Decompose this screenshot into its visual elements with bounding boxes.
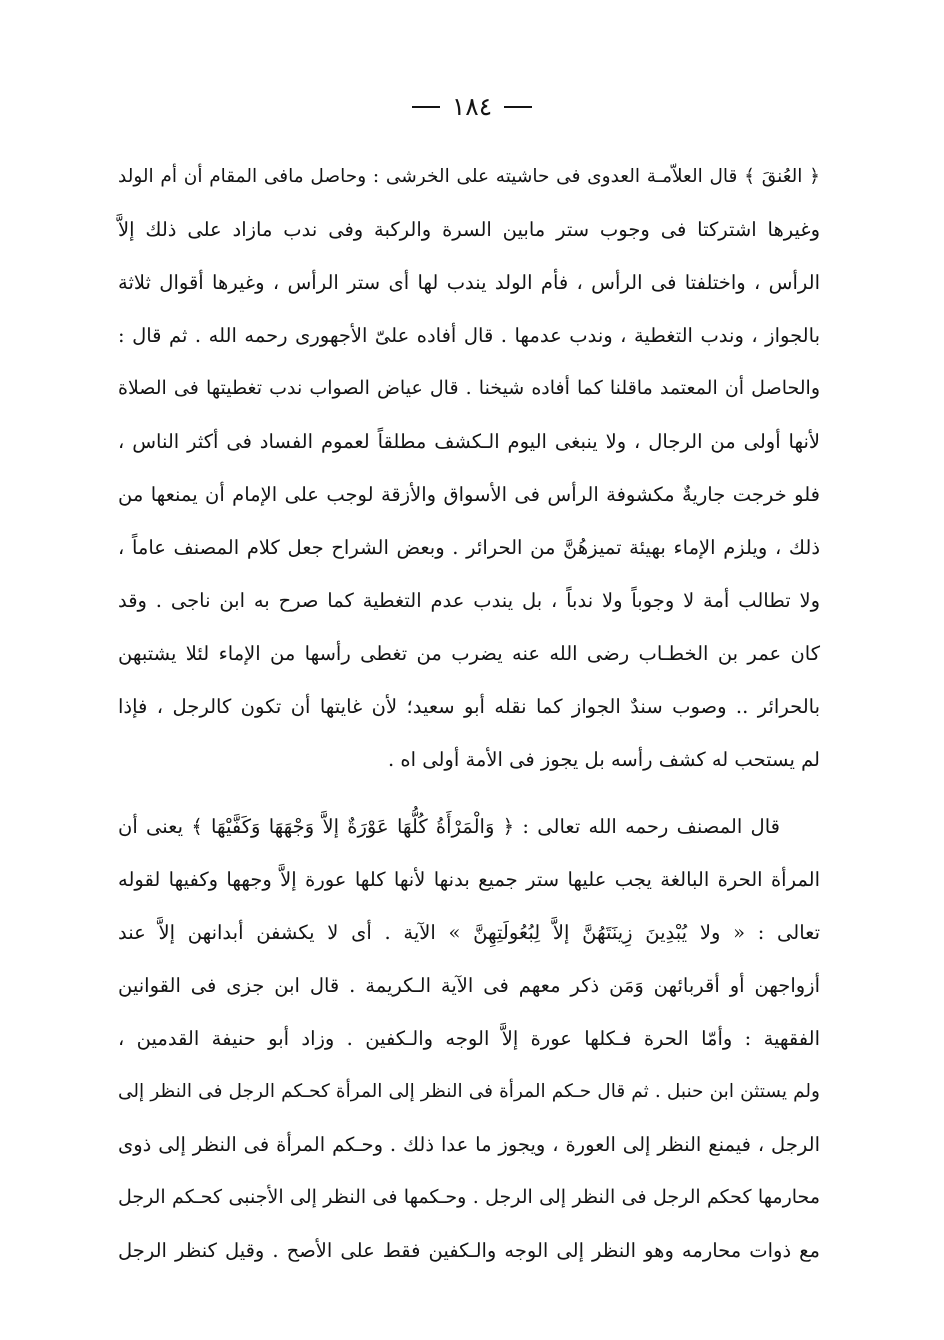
text-line: ذلك ، ويلزم الإماء بهيئة تميزهُنَّ من الحرائر . وبعض الشراح جعل كلام المصنف عاماً ، — [118, 536, 820, 559]
text-line: تعالى : « ولا يُبْدِينَ زِينَتَهُنَّ إلاَّ لِبُعُولَتِهِنَّ » الآية . أى لا يكشفن أبدانهن إلاَّ عند — [118, 921, 820, 944]
page-header — [0, 88, 944, 124]
paragraph-gap — [118, 786, 820, 800]
text-line: لم يستحب له كشف رأسه بل يجوز فى الأمة أولى اه . — [387, 748, 820, 771]
text-line: مع ذوات محارمه وهو النظر إلى الوجه والـكفين فقط على الأصح . وقيل كنظر الرجل — [118, 1239, 820, 1262]
body-text — [118, 150, 820, 1277]
text-line: الرجل ، فيمنع النظر إلى العورة ، ويجوز ما عدا ذلك . وحـكم المرأة فى النظر إلى ذوى — [118, 1133, 820, 1156]
text-line: ولم يستثن ابن حنبل . ثم قال حـكم المرأة فى النظر إلى المرأة كحـكم الرجل فى النظر إلى — [118, 1081, 820, 1102]
text-line: محارمها كحكم الرجل فى النظر إلى الرجل . وحـكمها فى النظر إلى الأجنبى كحـكم الرجل — [118, 1186, 820, 1208]
text-line: بالحرائر .. وصوب سندٌ الجواز كما نقله أبو سعيد؛ لأن غايتها أن تكون كالرجل ، فإذا — [118, 695, 820, 718]
text-line: قال المصنف رحمه الله تعالى : ﴿ وَالْمَرْأَةُ كُلُّهَا عَوْرَةٌ إلاَّ وَجْهَهَا وَكَفَّيْهَا ﴾ يعنى أن — [118, 815, 780, 838]
page-number: ١٨٤ — [451, 91, 493, 121]
text-line: أزواجهن أو أقربائهن وَمَن ذكر معهم فى الآية الـكريمة . قال ابن جزى فى القوانين — [118, 974, 820, 997]
header-dash-left — [412, 106, 440, 108]
text-line: المرأة الحرة البالغة يجب عليها ستر جميع بدنها لأنها كلها عورة إلاَّ وجهها وكفيها لقوله — [118, 868, 820, 891]
paragraph — [118, 800, 820, 1277]
text-line: الفقهية : وأمّا الحرة فـكلها عورة إلاَّ الوجه والـكفين . وزاد أبو حنيفة القدمين ، — [118, 1027, 820, 1050]
text-line: ولا تطالب أمة لا وجوباً ولا ندباً ، بل يندب عدم التغطية كما صرح به ابن ناجى . وقد — [118, 589, 820, 612]
paragraph — [118, 150, 820, 786]
text-line: لأنها أولى من الرجال ، ولا ينبغى اليوم الـكشف مطلقاً لعموم الفساد فى أكثر الناس ، — [118, 430, 820, 453]
text-line: وغيرها اشتركتا فى وجوب ستر مابين السرة والركبة وفى ندب مازاد على ذلك إلاَّ — [118, 218, 820, 241]
text-line: فلو خرجت جاريةٌ مكشوفة الرأس فى الأسواق والأزقة لوجب على الإمام أن يمنعها من — [118, 483, 820, 506]
text-line: الرأس ، واختلفتا فى الرأس ، فأم الولد يندب لها أى ستر الرأس ، وغيرها أقوال ثلاثة — [118, 271, 820, 294]
text-line: ﴿ العُنقَ ﴾ قال العلاّمـة العدوى فى حاشيته على الخرشى : وحاصل مافى المقام أن أم الولد — [118, 166, 820, 187]
text-line: بالجواز ، وندب التغطية ، وندب عدمها . قال أفاده علىّ الأجهورى رحمه الله . ثم قال : — [118, 324, 820, 347]
header-dash-right — [504, 106, 532, 108]
text-line: والحاصل أن المعتمد ماقلنا كما أفاده شيخنا . قال عياض الصواب ندب تغطيتها فى الصلاة — [118, 377, 820, 399]
text-line: كان عمر بن الخطـاب رضى الله عنه يضرب من تغطى رأسها من الإماء لئلا يشتبهن — [118, 642, 820, 665]
